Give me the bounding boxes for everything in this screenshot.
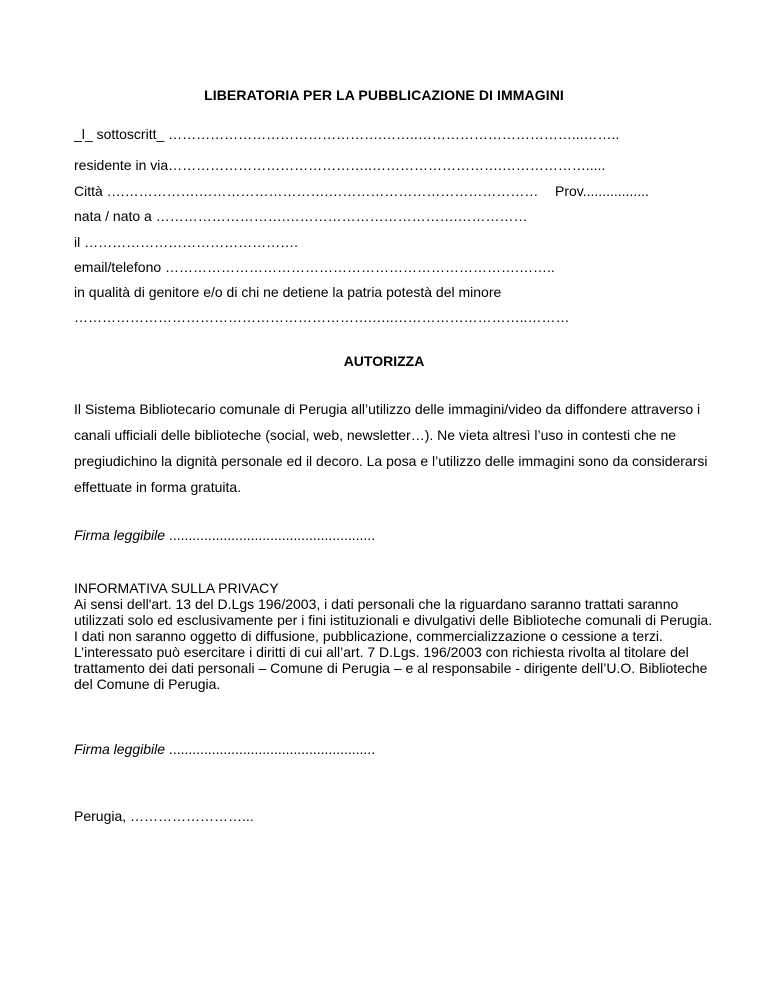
place-date: Perugia, ……………………... xyxy=(74,808,254,824)
privacy-heading: INFORMATIVA SULLA PRIVACY xyxy=(74,580,279,596)
signature-dots-2: ..................................................... xyxy=(165,741,376,757)
signature-label-1: Firma leggibile xyxy=(74,527,166,543)
field-prov: Prov................. xyxy=(555,183,649,199)
privacy-section xyxy=(74,580,714,692)
privacy-paragraph: Ai sensi dell'art. 13 del D.Lgs 196/2003, i dati personali che la riguardano saranno trattati saranno utilizzati solo ed esclusivamente per i fini istituzionali e divulgativi delle Biblioteche comunali di Perugia. I dati non saranno oggetto di diffusione, pubblicazione, commercializzazione o cessione a terzi. L’interessato può esercitare i diritti di cui all’art. 7 D.Lgs. 196/2003 con richiesta rivolta al titolare del trattamento dei dati personali – Comune di Perugia – e al responsabile - dirigente dell’U.O. Biblioteche del Comune di Perugia. xyxy=(74,596,713,692)
signature-dots-1: ..................................................... xyxy=(165,527,376,543)
field-nata: nata / nato a ……………………….……………………………….…………… xyxy=(74,208,528,224)
document-title: LIBERATORIA PER LA PUBBLICAZIONE DI IMMAGINI xyxy=(204,87,564,103)
autorizza-paragraph: Il Sistema Bibliotecario comunale di Perugia all’utilizzo delle immagini/video da diffondere attraverso i canali ufficiali delle biblioteche (social, web, newsletter…). Ne vieta altresì l’uso in contesti che ne pregiudichino la dignità personale ed il decoro. La posa e l’utilizzo delle immagini sono da considerarsi effettuate in forma gratuita. xyxy=(74,401,708,495)
field-il: il ………………………………………. xyxy=(74,234,298,250)
field-sottoscritto: _l_ sottoscritt_ ……………………………………….……..……………………………...…….. xyxy=(74,126,620,142)
signature-line-2 xyxy=(74,741,375,757)
signature-label-2: Firma leggibile xyxy=(74,741,166,757)
field-residente: residente in via……………………………………..……………………….………………..... xyxy=(74,157,606,173)
field-citta: Città ….…………….……………………….……………………………………… xyxy=(74,183,539,199)
field-qualita: in qualità di genitore e/o di chi ne detiene la patria potestà del minore xyxy=(74,284,502,300)
field-email-telefono: email/telefono ………………………………………………………………….…….. xyxy=(74,259,555,275)
field-minore: ……………………………………………………….…..………………………..……… xyxy=(74,309,570,325)
autorizza-heading: AUTORIZZA xyxy=(343,353,425,369)
signature-line-1 xyxy=(74,527,375,543)
